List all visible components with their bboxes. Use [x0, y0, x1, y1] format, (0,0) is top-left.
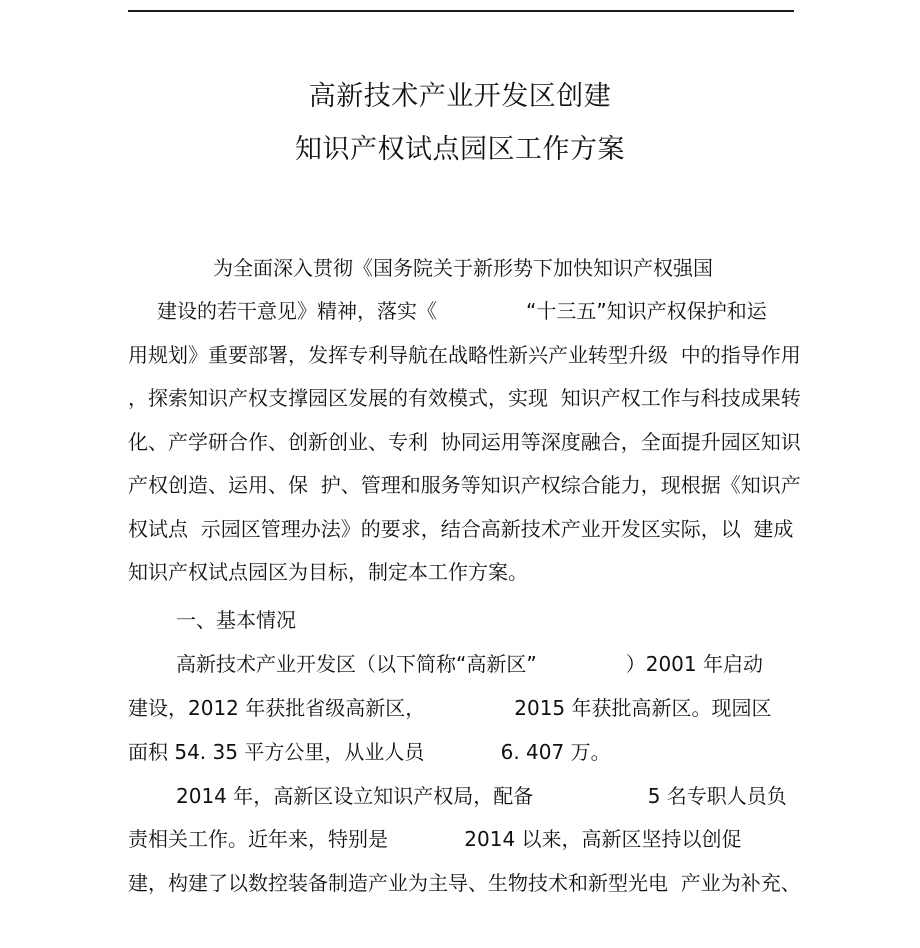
- intro-line: 为全面深入贯彻《国务院关于新形势下加快知识产权强国: [213, 256, 713, 280]
- intro-line: 建设的若干意见》精神，落实《 “十三五”知识产权保护和运: [157, 299, 767, 323]
- section1-para2-line: 建，构建了以数控装备制造产业为主导、生物技术和新型光电 产业为补充、: [128, 871, 801, 895]
- section1-para1-line: 高新技术产业开发区（以下简称“高新区” ）2001 年启动: [176, 652, 763, 676]
- section1-para1-line: 面积 54. 35 平方公里，从业人员 6. 407 万。: [128, 740, 611, 764]
- section1-para2-line: 2014 年，高新区设立知识产权局，配备 5 名专职人员负: [176, 784, 787, 808]
- intro-line: 用规划》重要部署，发挥专利导航在战略性新兴产业转型升级 中的指导作用: [128, 343, 801, 367]
- document-title-line-2: 知识产权试点园区工作方案: [295, 134, 625, 165]
- intro-line: 产权创造、运用、保 护、管理和服务等知识产权综合能力，现根据《知识产: [128, 473, 801, 497]
- intro-line: 知识产权试点园区为目标，制定本工作方案。: [128, 560, 528, 584]
- intro-line: 化、产学研合作、创新创业、专利 协同运用等深度融合，全面提升园区知识: [128, 430, 801, 454]
- section1-para2-line: 责相关工作。近年来，特别是 2014 以来，高新区坚持以创促: [128, 827, 742, 851]
- document-title-line-1: 高新技术产业开发区创建: [308, 81, 612, 112]
- intro-line: ，探索知识产权支撑园区发展的有效模式，实现 知识产权工作与科技成果转: [128, 386, 801, 410]
- section1-para1-line: 建设，2012 年获批省级高新区， 2015 年获批高新区。现园区: [128, 696, 772, 720]
- section-heading: 一、基本情况: [176, 608, 296, 632]
- header-rule: [128, 10, 794, 12]
- intro-line: 权试点 示园区管理办法》的要求，结合高新技术产业开发区实际，以 建成: [128, 517, 794, 541]
